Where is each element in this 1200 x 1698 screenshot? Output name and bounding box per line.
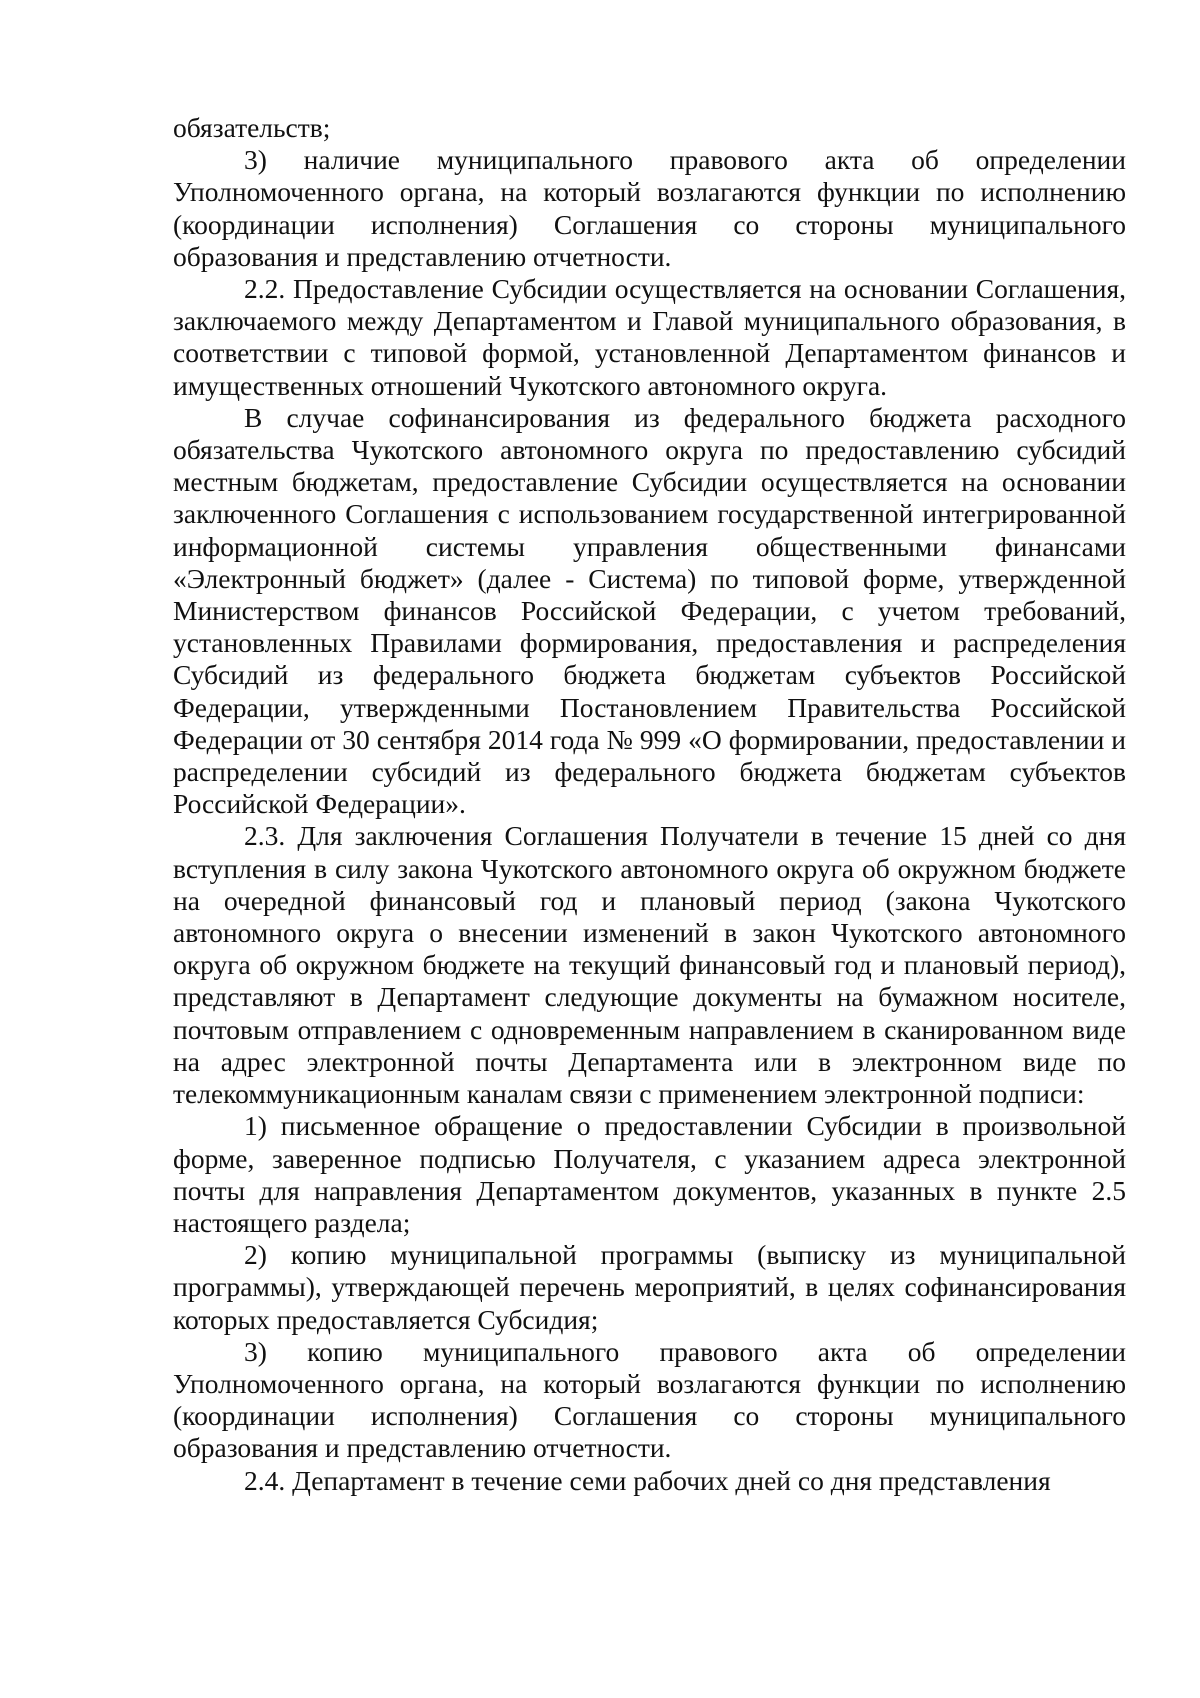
paragraph-item-3-act: 3) наличие муниципального правового акта об определении Уполномоченного органа, на который возлагаются функции по исполнению (координации исполнения) Соглашения со стороны муниципального образования и представлению отчетности.: [173, 144, 1126, 272]
document-page: [173, 112, 1126, 1497]
paragraph-2-4: 2.4. Департамент в течение семи рабочих дней со дня представления: [244, 1464, 1051, 1496]
paragraph-2-2: 2.2. Предоставление Субсидии осуществляется на основании Соглашения, заключаемого между Департаментом и Главой муниципального образования, в соответствии с типовой формой, установленной Департаментом финансов и имущественных отношений Чукотского автономного округа.: [173, 273, 1126, 401]
paragraph-item-2-program: 2) копию муниципальной программы (выписку из муниципальной программы), утверждающей перечень мероприятий, в целях софинансирования которых предоставляется Субсидия;: [173, 1239, 1126, 1335]
paragraph-cofinancing: В случае софинансирования из федерального бюджета расходного обязательства Чукотского автономного округа по предоставлению субсидий местным бюджетам, предоставление Субсидии осуществляется на основании заключенного Соглашения с использованием государственной интегрированной информационной системы управления общественными финансами «Электронный бюджет» (далее - Система) по типовой форме, утвержденной Министерством финансов Российской Федерации, с учетом требований, установленных Правилами формирования, предоставления и распределения Субсидий из федерального бюджета бюджетам субъектов Российской Федерации, утвержденными Постановлением Правительства Российской Федерации от 30 сентября 2014 года № 999 «О формировании, предоставлении и распределении субсидий из федерального бюджета бюджетам субъектов Российской Федерации».: [173, 401, 1126, 820]
paragraph-item-1-application: 1) письменное обращение о предоставлении Субсидии в произвольной форме, заверенное подписью Получателя, с указанием адреса электронной почты для направления Департаментом документов, указанных в пункте 2.5 настоящего раздела;: [173, 1110, 1126, 1238]
paragraph-continuation: обязательств;: [173, 112, 331, 143]
paragraph-item-3-act-copy: 3) копию муниципального правового акта об определении Уполномоченного органа, на который возлагаются функции по исполнению (координации исполнения) Соглашения со стороны муниципального образования и представлению отчетности.: [173, 1335, 1126, 1464]
paragraph-2-3: 2.3. Для заключения Соглашения Получатели в течение 15 дней со дня вступления в силу закона Чукотского автономного округа об окружном бюджете на очередной финансовый год и плановый период (закона Чукотского автономного округа о внесении изменений в закон Чукотского автономного округа об окружном бюджете на текущий финансовый год и плановый период), представляют в Департамент следующие документы на бумажном носителе, почтовым отправлением с одновременным направлением в сканированном виде на адрес электронной почты Департамента или в электронном виде по телекоммуникационным каналам связи с применением электронной подписи:: [173, 820, 1126, 1110]
